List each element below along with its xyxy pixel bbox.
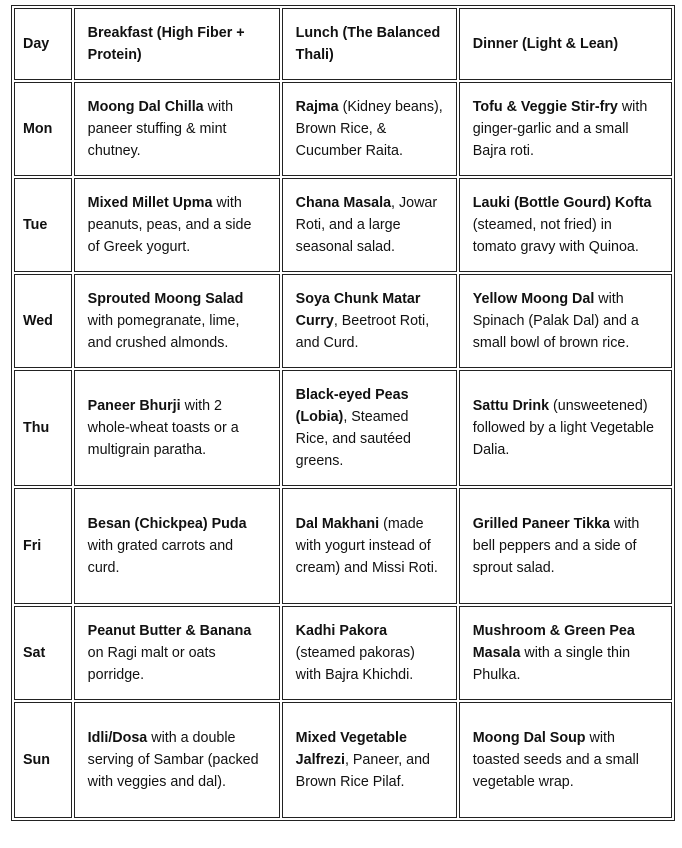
meal-name: Mixed Vegetable Jalfrezi	[295, 730, 407, 768]
lunch-cell	[282, 82, 457, 176]
table-row	[14, 606, 672, 700]
meal-name: Black-eyed Peas (Lobia)	[295, 387, 409, 425]
dinner-cell	[459, 370, 672, 486]
meal-name: Lauki (Bottle Gourd) Kofta	[472, 195, 652, 211]
meal-name: Tofu & Veggie Stir-fry	[472, 99, 618, 115]
meal-name: Paneer Bhurji	[87, 398, 181, 414]
meal-details: with ginger-garlic and a small Bajra roti.	[472, 99, 648, 159]
day-cell: Fri	[14, 488, 72, 604]
meal-details: (steamed, not fried) in tomato gravy with Quinoa.	[472, 217, 639, 255]
dinner-cell	[459, 274, 672, 368]
table-row	[14, 82, 672, 176]
meal-name: Chana Masala	[295, 195, 392, 211]
meal-name: Mixed Millet Upma	[87, 195, 213, 211]
breakfast-cell	[74, 82, 280, 176]
meal-details: with peanuts, peas, and a side of Greek yogurt.	[87, 195, 252, 255]
meal-details: with a double serving of Sambar (packed with veggies and dal).	[87, 730, 259, 790]
header-day: Day	[14, 8, 72, 80]
breakfast-cell	[74, 606, 280, 700]
lunch-cell	[282, 178, 457, 272]
meal-details: with 2 whole-wheat toasts or a multigrain paratha.	[87, 398, 239, 458]
meal-details: with paneer stuffing & mint chutney.	[87, 99, 234, 159]
header-lunch: Lunch (The Balanced Thali)	[282, 8, 457, 80]
day-cell: Wed	[14, 274, 72, 368]
lunch-cell	[282, 370, 457, 486]
breakfast-cell	[74, 702, 280, 818]
meal-name: Soya Chunk Matar Curry	[295, 291, 421, 329]
table-row	[14, 702, 672, 818]
meal-details: (Kidney beans), Brown Rice, & Cucumber Raita.	[295, 99, 443, 159]
meal-details: , Paneer, and Brown Rice Pilaf.	[295, 752, 431, 790]
meal-name: Kadhi Pakora	[295, 623, 388, 639]
lunch-cell	[282, 702, 457, 818]
meal-details: , Steamed Rice, and sautéed greens.	[295, 409, 411, 469]
dinner-cell	[459, 178, 672, 272]
table-row	[14, 370, 672, 486]
breakfast-cell	[74, 488, 280, 604]
meal-details: with toasted seeds and a small vegetable wrap.	[472, 730, 639, 790]
meal-name: Sprouted Moong Salad	[87, 291, 244, 307]
meal-name: Moong Dal Chilla	[87, 99, 204, 115]
day-cell: Tue	[14, 178, 72, 272]
lunch-cell	[282, 274, 457, 368]
meal-details: (unsweetened) followed by a light Vegetable Dalia.	[472, 398, 654, 458]
dinner-cell	[459, 606, 672, 700]
meal-details: (steamed pakoras) with Bajra Khichdi.	[295, 645, 415, 683]
meal-name: Moong Dal Soup	[472, 730, 586, 746]
lunch-cell	[282, 488, 457, 604]
dinner-cell	[459, 488, 672, 604]
meal-name: Rajma	[295, 99, 339, 115]
meal-details: with bell peppers and a side of sprout salad.	[472, 516, 640, 576]
meal-name: Mushroom & Green Pea Masala	[472, 623, 635, 661]
day-cell: Sun	[14, 702, 72, 818]
lunch-cell	[282, 606, 457, 700]
meal-name: Idli/Dosa	[87, 730, 148, 746]
day-cell: Sat	[14, 606, 72, 700]
header-breakfast: Breakfast (High Fiber + Protein)	[74, 8, 280, 80]
meal-details: on Ragi malt or oats porridge.	[87, 645, 216, 683]
breakfast-cell	[74, 274, 280, 368]
meal-details: with Spinach (Palak Dal) and a small bowl of brown rice.	[472, 291, 639, 351]
header-dinner: Dinner (Light & Lean)	[459, 8, 672, 80]
meal-name: Peanut Butter & Banana	[87, 623, 252, 639]
meal-details: with pomegranate, lime, and crushed almonds.	[87, 313, 240, 351]
meal-name: Dal Makhani	[295, 516, 380, 532]
meal-details: with grated carrots and curd.	[87, 538, 234, 576]
breakfast-cell	[74, 370, 280, 486]
day-cell: Mon	[14, 82, 72, 176]
meal-details: , Jowar Roti, and a large seasonal salad.	[295, 195, 438, 255]
dinner-cell	[459, 82, 672, 176]
meal-details: with a single thin Phulka.	[472, 645, 631, 683]
header-row	[14, 8, 672, 80]
meal-name: Yellow Moong Dal	[472, 291, 595, 307]
table-row	[14, 274, 672, 368]
day-cell: Thu	[14, 370, 72, 486]
meal-plan-table	[11, 5, 675, 821]
table-row	[14, 488, 672, 604]
meal-details: , Beetroot Roti, and Curd.	[295, 313, 430, 351]
table-row	[14, 178, 672, 272]
meal-details: (made with yogurt instead of cream) and Missi Roti.	[295, 516, 438, 576]
dinner-cell	[459, 702, 672, 818]
meal-name: Grilled Paneer Tikka	[472, 516, 610, 532]
meal-name: Besan (Chickpea) Puda	[87, 516, 247, 532]
breakfast-cell	[74, 178, 280, 272]
meal-name: Sattu Drink	[472, 398, 550, 414]
